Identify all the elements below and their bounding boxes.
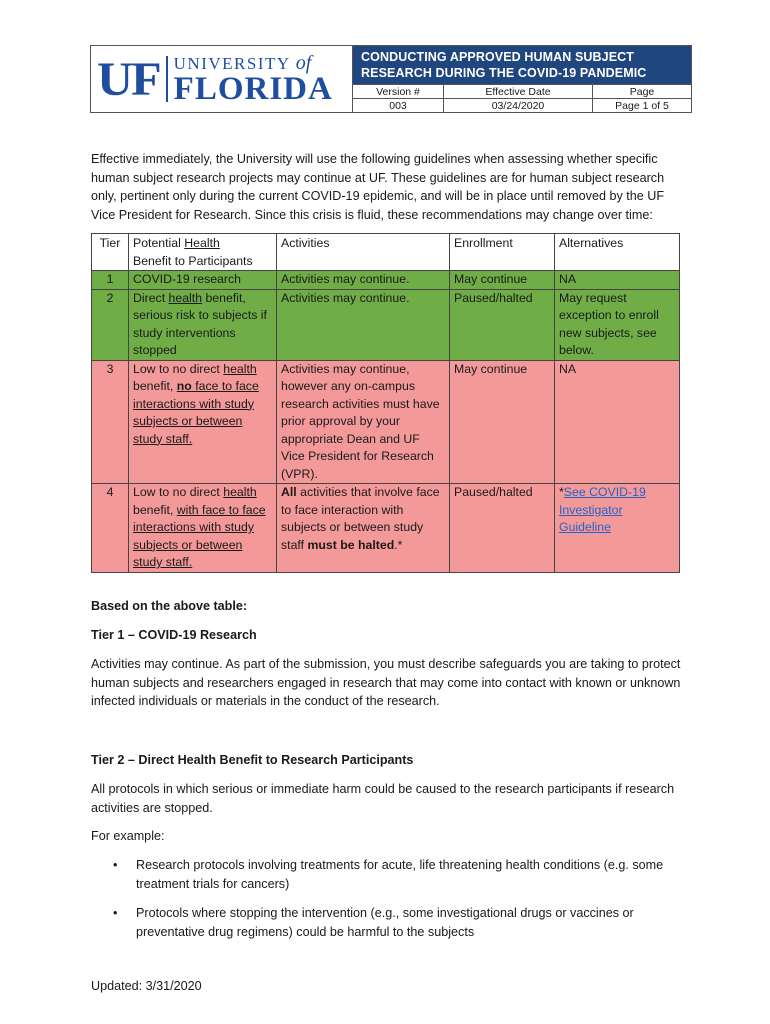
intro-paragraph: Effective immediately, the University will use the following guidelines when assessing whether specific human subject research projects may continue at UF. These guidelines are for human subject research only, pertinent only during the current COVID-19 epidemic, and will be in place until removed by the UF Vice President for Research. Since this crisis is fluid, these recommendations may change over time:	[91, 152, 665, 222]
enrollment-cell: May continue	[450, 271, 555, 290]
alternatives-cell: May request exception to enroll new subjects, see below.	[555, 289, 680, 360]
tier-cell: 2	[92, 289, 129, 360]
benefit-cell: Low to no direct health benefit, no face to face interactions with study subjects or between study staff.	[129, 360, 277, 484]
version-label: Version #	[353, 85, 444, 98]
header-info	[353, 46, 691, 112]
enrollment-cell: Paused/halted	[450, 289, 555, 360]
header-activities: Activities	[277, 234, 450, 271]
table-row	[92, 484, 680, 573]
tier-cell: 4	[92, 484, 129, 573]
bullet-icon: •	[113, 906, 118, 920]
activities-cell: Activities may continue.	[277, 289, 450, 360]
alternatives-cell: NA	[555, 271, 680, 290]
tier-cell: 3	[92, 360, 129, 484]
activities-cell: All activities that involve face to face interaction with subjects or between study staff must be halted.*	[277, 484, 450, 573]
header-benefit: Potential Health Benefit to Participants	[129, 234, 277, 271]
list-item: • Protocols where stopping the intervention (e.g., some investigational drugs or vaccines or preventative drug regimens) could be harmful to the subjects	[113, 906, 634, 939]
tier-table	[91, 233, 680, 573]
version-value: 003	[353, 99, 444, 112]
title-line-1: CONDUCTING APPROVED HUMAN SUBJECT	[361, 50, 634, 64]
header-alternatives: Alternatives	[555, 234, 680, 271]
list-item: • Research protocols involving treatments for acute, life threatening health conditions (e.g. some treatment trials for cancers)	[113, 858, 664, 891]
examples-list	[91, 904, 691, 941]
table-row	[92, 360, 680, 484]
table-header-row	[92, 234, 680, 271]
effective-date-label: Effective Date	[444, 85, 593, 98]
header-tier: Tier	[92, 234, 129, 271]
benefit-cell: COVID-19 research	[129, 271, 277, 290]
logo-florida: FLORIDA	[173, 70, 333, 107]
logo-mark: UF	[97, 52, 160, 106]
tier-cell: 1	[92, 271, 129, 290]
header-enrollment: Enrollment	[450, 234, 555, 271]
alternatives-cell: NA	[555, 360, 680, 484]
logo-university: UNIVERSITY	[173, 53, 291, 73]
alternatives-cell: *See COVID-19 Investigator Guideline	[555, 484, 680, 573]
logo-divider	[166, 56, 168, 102]
enrollment-cell: May continue	[450, 360, 555, 484]
tier2-heading: Tier 2 – Direct Health Benefit to Research Participants	[91, 753, 414, 767]
logo-of: of	[295, 51, 312, 74]
meta-values-row	[353, 98, 691, 112]
benefit-cell: Direct health benefit, serious risk to subjects if study interventions stopped	[129, 289, 277, 360]
page-value: Page 1 of 5	[615, 99, 669, 112]
enrollment-cell: Paused/halted	[450, 484, 555, 573]
covid-guideline-link[interactable]: See COVID-19 Investigator Guideline	[559, 485, 646, 534]
tier1-paragraph: Activities may continue. As part of the submission, you must describe safeguards you are taking to protect human subjects and researchers engaged in research that may come into contact with known or unknown infected individuals or materials in the conduct of the research.	[91, 657, 681, 708]
based-heading: Based on the above table:	[91, 599, 248, 613]
page-label: Page	[629, 85, 655, 98]
effective-date-value: 03/24/2020	[444, 99, 593, 112]
logo-wordmark	[174, 53, 333, 106]
examples-list	[91, 856, 691, 893]
tier2-paragraph: All protocols in which serious or immediate harm could be caused to the research participants if research activities are stopped.	[91, 782, 675, 815]
for-example-label: For example:	[91, 829, 165, 843]
activities-cell: Activities may continue, however any on-campus research activities must have prior approval by your appropriate Dean and UF Vice President for Research (VPR).	[277, 360, 450, 484]
table-row	[92, 289, 680, 360]
updated-footer: Updated: 3/31/2020	[91, 979, 202, 993]
table-row	[92, 271, 680, 290]
title-line-2: RESEARCH DURING THE COVID-19 PANDEMIC	[361, 66, 647, 80]
bullet-icon: •	[113, 858, 118, 872]
meta-labels-row	[353, 84, 691, 98]
activities-cell: Activities may continue.	[277, 271, 450, 290]
document-title	[353, 46, 691, 84]
uf-logo	[91, 46, 353, 112]
tier1-heading: Tier 1 – COVID-19 Research	[91, 628, 257, 642]
benefit-cell: Low to no direct health benefit, with face to face interactions with study subjects or between study staff.	[129, 484, 277, 573]
document-header	[90, 45, 692, 113]
